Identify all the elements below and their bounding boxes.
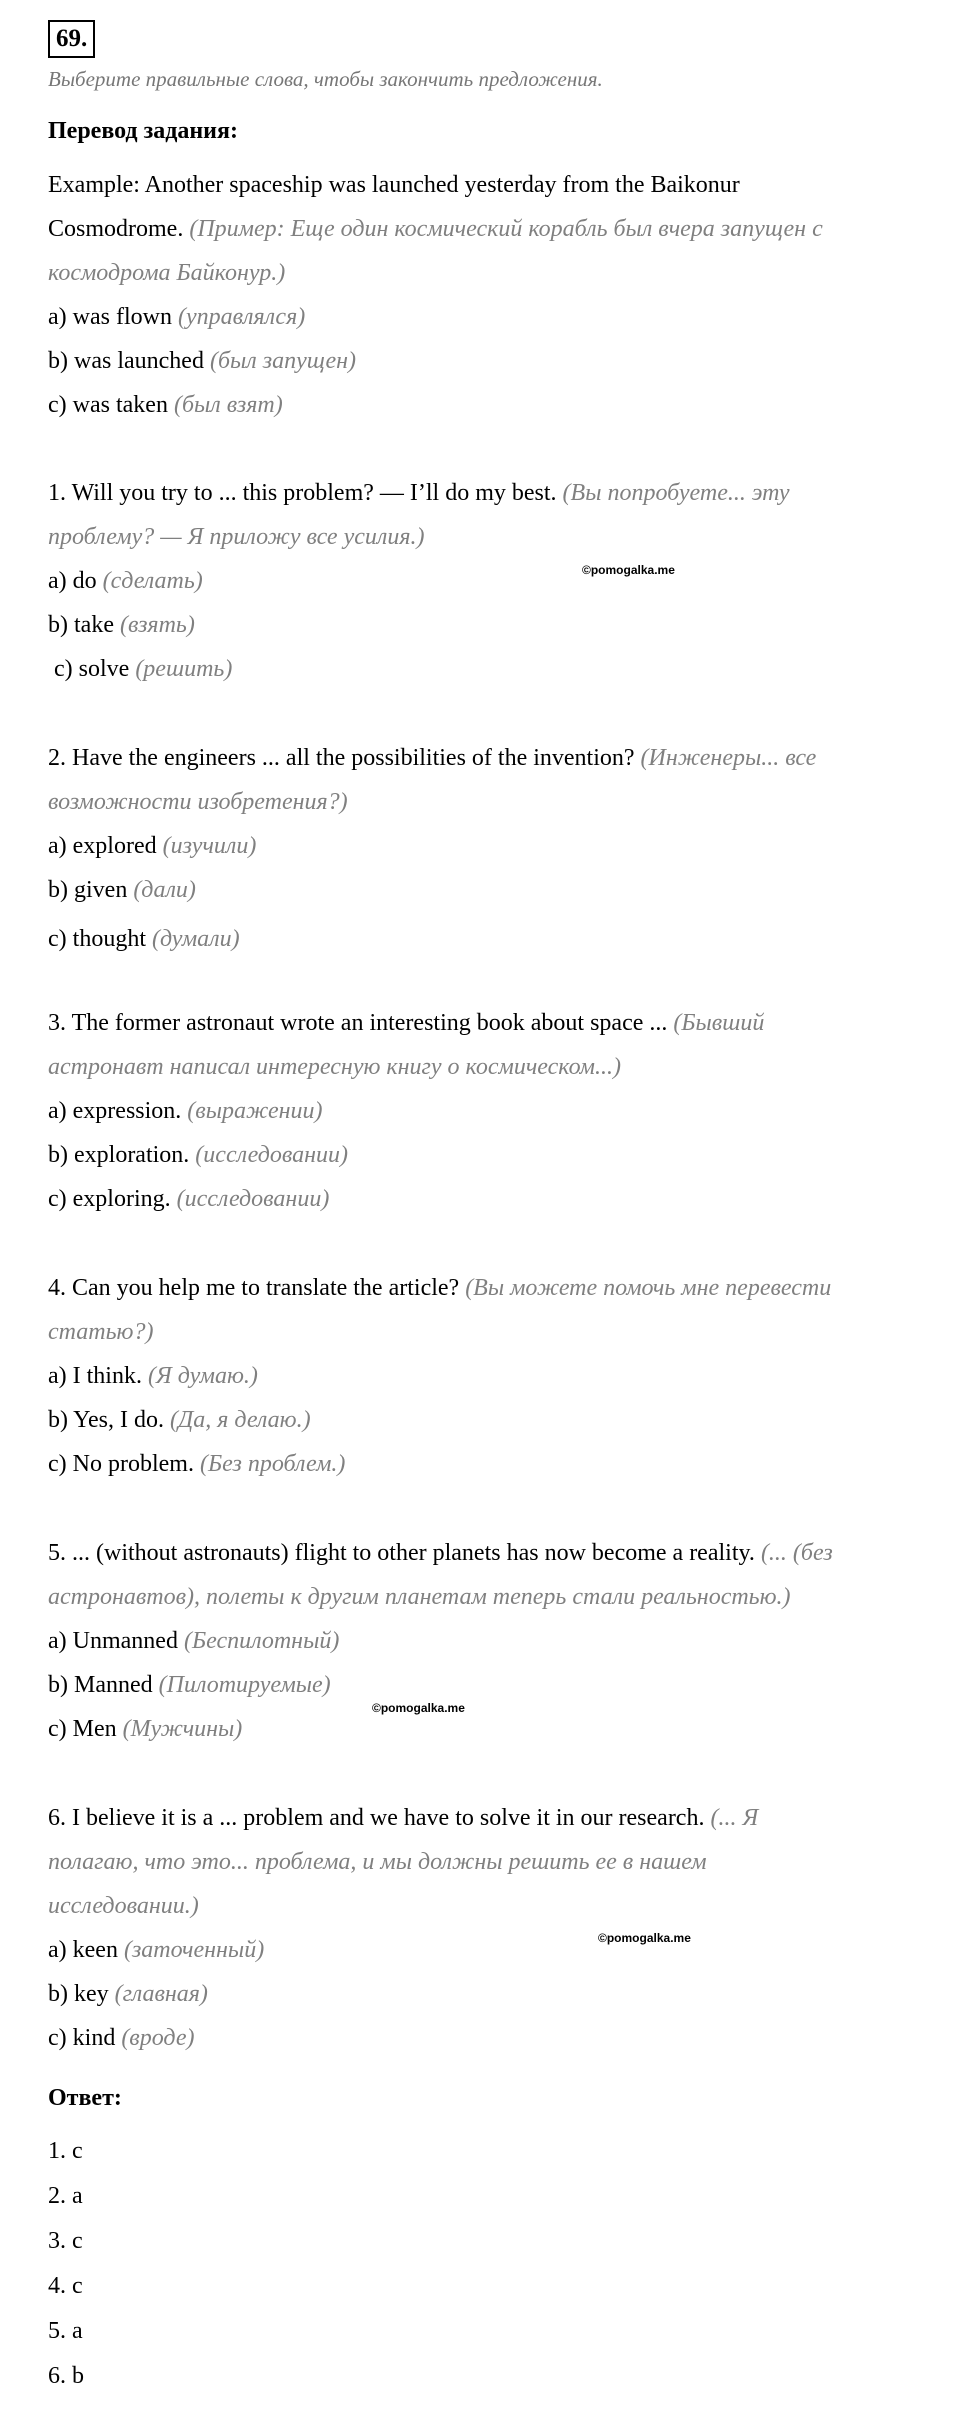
question-text: 3. The former astronaut wrote an interesting book about space ... xyxy=(48,1010,668,1036)
option-translation: (выражении) xyxy=(187,1098,323,1124)
option-3b xyxy=(48,1142,348,1169)
example-line xyxy=(48,216,823,243)
option-5c xyxy=(48,1716,242,1743)
answer-item: 2. a xyxy=(48,2183,83,2209)
question-text: 5. ... (without astronauts) flight to other planets has now become a reality. xyxy=(48,1540,755,1566)
option-text: c) kind xyxy=(48,2025,116,2051)
option-5b xyxy=(48,1672,331,1699)
option-1c xyxy=(48,656,232,683)
option-text: b) Yes, I do. xyxy=(48,1407,165,1433)
question-text: 2. Have the engineers ... all the possibilities of the invention? xyxy=(48,745,635,771)
option-translation: (Да, я делаю.) xyxy=(170,1407,311,1433)
option-text: c) was taken xyxy=(48,392,168,418)
option-6a xyxy=(48,1937,264,1964)
option-text: b) given xyxy=(48,877,128,903)
option-text: a) explored xyxy=(48,833,157,859)
option-text: b) Manned xyxy=(48,1672,153,1698)
option-text: a) keen xyxy=(48,1937,118,1963)
option-4a xyxy=(48,1363,258,1390)
option-text: c) exploring. xyxy=(48,1186,171,1212)
option-translation: (управлялся) xyxy=(177,304,306,330)
question-translation: (Вы можете помочь мне перевести xyxy=(465,1275,832,1301)
option-text: c) No problem. xyxy=(48,1451,194,1477)
watermark: ©pomogalka.me xyxy=(582,563,675,577)
task-number: 69. xyxy=(48,20,95,58)
question-translation: проблему? — Я приложу все усилия.) xyxy=(48,524,425,550)
example-option xyxy=(48,304,305,331)
question-text: 6. I believe it is a ... problem and we have to solve it in our research. xyxy=(48,1805,705,1831)
answer-item: 5. a xyxy=(48,2318,83,2344)
option-translation: (исследовании) xyxy=(195,1142,349,1168)
question-translation: полагаю, что это... проблема, и мы должны решить ее в нашем xyxy=(48,1849,707,1875)
question-text: 1. Will you try to ... this problem? — I’ll do my best. xyxy=(48,480,557,506)
option-translation: (изучили) xyxy=(162,833,257,859)
option-text: b) key xyxy=(48,1981,109,2007)
answer-item: 3. c xyxy=(48,2228,83,2254)
option-text: c) thought xyxy=(48,926,146,952)
option-translation: (Мужчины) xyxy=(122,1716,243,1742)
question-3 xyxy=(48,1010,764,1037)
question-translation: статью?) xyxy=(48,1319,154,1345)
option-translation: (думали) xyxy=(151,926,240,952)
answer-item: 4. c xyxy=(48,2273,83,2299)
question-2 xyxy=(48,745,816,772)
option-3c xyxy=(48,1186,329,1213)
option-text: a) was flown xyxy=(48,304,172,330)
answer-item: 1. c xyxy=(48,2138,83,2164)
example-line xyxy=(48,172,740,199)
example-option xyxy=(48,392,283,419)
option-3a xyxy=(48,1098,323,1125)
option-6c xyxy=(48,2025,194,2052)
option-2b xyxy=(48,877,196,904)
option-translation: (взять) xyxy=(119,612,195,638)
question-translation: возможности изобретения?) xyxy=(48,789,348,815)
example-text: Cosmodrome. xyxy=(48,216,184,242)
question-6 xyxy=(48,1805,758,1832)
option-translation: (вроде) xyxy=(121,2025,195,2051)
option-translation: (сделать) xyxy=(102,568,203,594)
question-5 xyxy=(48,1540,833,1567)
watermark: ©pomogalka.me xyxy=(372,1701,465,1715)
question-translation: (Бывший xyxy=(673,1010,765,1036)
option-translation: (главная) xyxy=(114,1981,208,2007)
question-translation: (Инженеры... все xyxy=(640,745,817,771)
option-translation: (был взят) xyxy=(173,392,283,418)
option-translation: (исследовании) xyxy=(176,1186,330,1212)
option-2a xyxy=(48,833,256,860)
question-translation: исследовании.) xyxy=(48,1893,199,1919)
question-translation: астронавт написал интересную книгу о космическом...) xyxy=(48,1054,621,1080)
option-translation: (Я думаю.) xyxy=(147,1363,258,1389)
option-translation: (заточенный) xyxy=(123,1937,265,1963)
question-text: 4. Can you help me to translate the article? xyxy=(48,1275,460,1301)
question-translation: (... Я xyxy=(710,1805,759,1831)
option-6b xyxy=(48,1981,208,2008)
option-text: b) take xyxy=(48,612,114,638)
option-translation: (Без проблем.) xyxy=(199,1451,346,1477)
option-4b xyxy=(48,1407,311,1434)
option-text: a) I think. xyxy=(48,1363,142,1389)
option-text: a) expression. xyxy=(48,1098,182,1124)
option-translation: (дали) xyxy=(133,877,196,903)
task-instruction: Выберите правильные слова, чтобы закончить предложения. xyxy=(48,67,603,91)
option-1a xyxy=(48,568,203,595)
example-text: Example: Another spaceship was launched yesterday from the Baikonur xyxy=(48,172,740,198)
option-translation: (решить) xyxy=(135,656,233,682)
question-1 xyxy=(48,480,790,507)
question-translation: (Вы попробуете... эту xyxy=(562,480,790,506)
question-4 xyxy=(48,1275,831,1302)
question-translation: (... (без xyxy=(760,1540,833,1566)
option-text: a) Unmanned xyxy=(48,1628,178,1654)
option-translation: (был запущен) xyxy=(209,348,357,374)
question-translation: астронавтов), полеты к другим планетам теперь стали реальностью.) xyxy=(48,1584,791,1610)
watermark: ©pomogalka.me xyxy=(598,1931,691,1945)
option-text: a) do xyxy=(48,568,97,594)
option-5a xyxy=(48,1628,339,1655)
option-translation: (Беспилотный) xyxy=(183,1628,340,1654)
example-translation: (Пример: Еще один космический корабль был вчера запущен с xyxy=(189,216,823,242)
answer-item: 6. b xyxy=(48,2363,84,2389)
option-text: b) exploration. xyxy=(48,1142,190,1168)
option-1b xyxy=(48,612,195,639)
example-translation: космодрома Байконур.) xyxy=(48,260,286,286)
option-2c xyxy=(48,926,240,953)
option-text: b) was launched xyxy=(48,348,204,374)
option-translation: (Пилотируемые) xyxy=(158,1672,331,1698)
option-4c xyxy=(48,1451,345,1478)
option-text: c) solve xyxy=(48,656,130,682)
option-text: c) Men xyxy=(48,1716,117,1742)
translation-heading: Перевод задания: xyxy=(48,118,238,144)
answer-heading: Ответ: xyxy=(48,2085,122,2111)
example-option xyxy=(48,348,356,375)
